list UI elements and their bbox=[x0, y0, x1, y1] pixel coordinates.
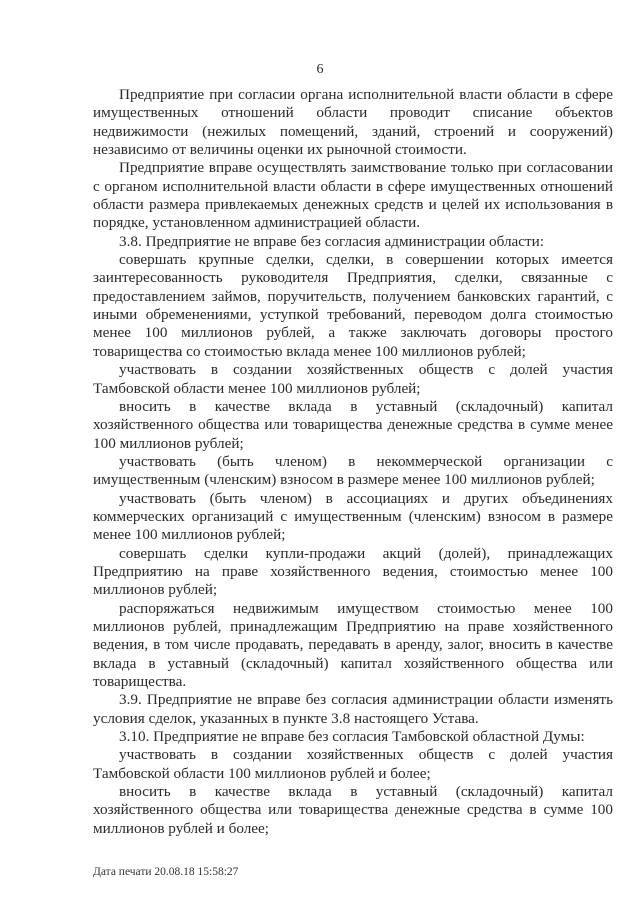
clause-3-8-item-capital-contribution: вносить в качестве вклада в уставный (складочный) капитал хозяйственного общества или товарищества денежные средства в сумме менее 100 миллионов рублей; bbox=[93, 397, 613, 452]
clause-3-8-item-nonprofit-membership: участвовать (быть членом) в некоммерческой организации с имущественным (членским) взносом в размере менее 100 миллионов рублей; bbox=[93, 452, 613, 489]
paragraph-write-off: Предприятие при согласии органа исполнительной власти области в сфере имущественных отношений области проводит списание объектов недвижимости (нежилых помещений, зданий, строений и сооружений) независимо от величины оценки их рыночной стоимости. bbox=[93, 86, 613, 159]
clause-3-10-item-create-companies: участвовать в создании хозяйственных обществ с долей участия Тамбовской области 100 миллионов рублей и более; bbox=[93, 746, 613, 782]
page-number: 6 bbox=[316, 62, 324, 77]
clause-3-8-heading: 3.8. Предприятие не вправе без согласия администрации области: bbox=[119, 232, 545, 250]
paragraph-borrowing: Предприятие вправе осуществлять заимствование только при согласовании с органом исполнительной власти области в сфере имущественных отношений области размера привлекаемых денежных средств и целей их использования в порядке, установленном администрацией области. bbox=[93, 159, 613, 232]
clause-3-8-item-major-deals: совершать крупные сделки, сделки, в совершении которых имеется заинтересованность руководителя Предприятия, сделки, связанные с предоставлением займов, поручительств, получением банковских гарантий, с иными обременениями, уступкой требований, переводом долга стоимостью менее 100 миллионов рублей, а также заключать договоры простого товарищества со стоимостью вклада менее 100 миллионов рублей; bbox=[93, 251, 613, 360]
clause-3-10-heading: 3.10. Предприятие не вправе без согласия Тамбовской областной Думы: bbox=[119, 728, 585, 746]
clause-3-9: 3.9. Предприятие не вправе без согласия администрации области изменять условия сделок, указанных в пункте 3.8 настоящего Устава. bbox=[93, 691, 613, 727]
print-date-footer: Дата печати 20.08.18 15:58:27 bbox=[93, 866, 239, 878]
clause-3-8-item-associations: участвовать (быть членом) в ассоциациях и других объединениях коммерческих организаций с имущественным (членским) взносом в размере менее 100 миллионов рублей; bbox=[93, 489, 613, 544]
clause-3-8-item-real-estate: распоряжаться недвижимым имуществом стоимостью менее 100 миллионов рублей, принадлежащим Предприятию на праве хозяйственного ведения, в том числе продавать, передавать в аренду, залог, вносить в качестве вклада в уставный (складочный) капитал хозяйственного общества или товарищества. bbox=[93, 599, 613, 690]
document-body bbox=[93, 86, 613, 838]
clause-3-8-item-shares-sale: совершать сделки купли-продажи акций (долей), принадлежащих Предприятию на праве хозяйственного ведения, стоимостью менее 100 миллионов рублей; bbox=[93, 544, 613, 599]
clause-3-8-item-create-companies: участвовать в создании хозяйственных обществ с долей участия Тамбовской области менее 100 миллионов рублей; bbox=[93, 361, 613, 397]
clause-3-10-item-capital-contribution: вносить в качестве вклада в уставный (складочный) капитал хозяйственного общества или товарищества денежные средства в сумме 100 миллионов рублей и более; bbox=[93, 783, 613, 837]
